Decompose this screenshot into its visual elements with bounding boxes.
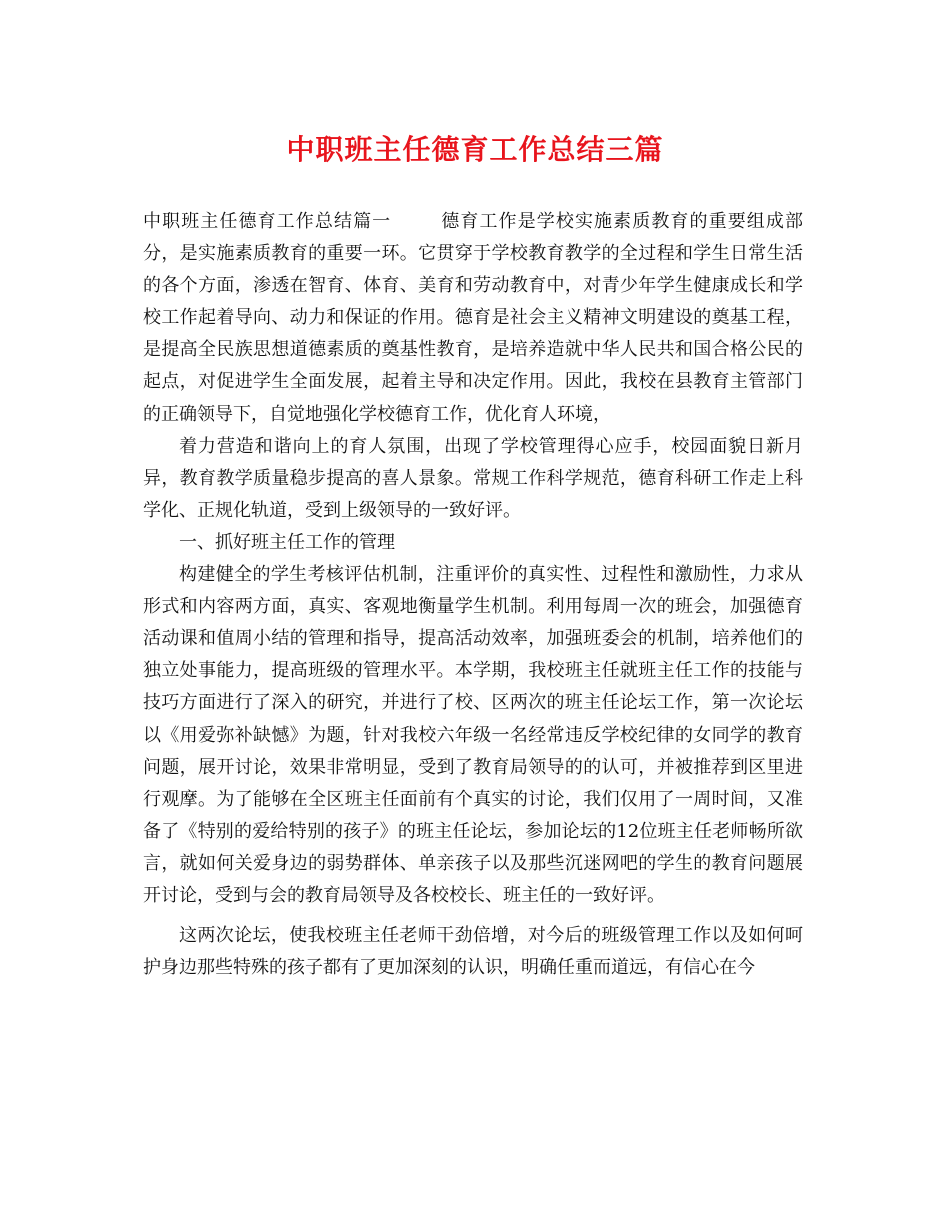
- paragraph-3: 构建健全的学生考核评估机制，注重评价的真实性、过程性和激励性，力求从形式和内容两方面，真实、客观地衡量学生机制。利用每周一次的班会，加强德育活动课和值周小结的管理和指导，提高活动效率，加强班委会的机制，培养他们的独立处事能力，提高班级的管理水平。本学期，我校班主任就班主任工作的技能与技巧方面进行了深入的研究，并进行了校、区两次的班主任论坛工作，第一次论坛以《用爱弥补缺憾》为题，针对我校六年级一名经常违反学校纪律的女同学的教育问题，展开讨论，效果非常明显，受到了教育局领导的的认可，并被推荐到区里进行观摩。为了能够在全区班主任面前有个真实的讨论，我们仅用了一周时间，又准备了《特别的爱给特别的孩子》的班主任论坛，参加论坛的12位班主任老师畅所欲言，就如何关爱身边的弱势群体、单亲孩子以及那些沉迷网吧的学生的教育问题展开讨论，受到与会的教育局领导及各校校长、班主任的一致好评。: [143, 564, 803, 906]
- paragraph-2: 着力营造和谐向上的育人氛围，出现了学校管理得心应手，校园面貌日新月异，教育教学质量稳步提高的喜人景象。常规工作科学规范，德育科研工作走上科学化、正规化轨道，受到上级领导的一致好评。: [143, 435, 803, 521]
- paragraph-4: 这两次论坛，使我校班主任老师干劲倍增，对今后的班级管理工作以及如何呵护身边那些特殊的孩子都有了更加深刻的认识，明确任重而道远，有信心在今: [143, 925, 803, 979]
- paragraph-1: [143, 206, 803, 431]
- document-title: 中职班主任德育工作总结三篇: [286, 133, 664, 166]
- section-heading: 中职班主任德育工作总结篇一: [143, 211, 392, 232]
- paragraph-1-text: 德育工作是学校实施素质教育的重要组成部分，是实施素质教育的重要一环。它贯穿于学校教育教学的全过程和学生日常生活的各个方面，渗透在智育、体育、美育和劳动教育中，对青少年学生健康成长和学校工作起着导向、动力和保证的作用。德育是社会主义精神文明建设的奠基工程，是提高全民族思想道德素质的奠基性教育，是培养造就中华人民共和国合格公民的起点，对促进学生全面发展，起着主导和决定作用。因此，我校在县教育主管部门的正确领导下，自觉地强化学校德育工作，优化育人环境，: [143, 211, 804, 425]
- document-body: [143, 206, 803, 984]
- subheading-1: 一、抓好班主任工作的管理: [179, 531, 395, 553]
